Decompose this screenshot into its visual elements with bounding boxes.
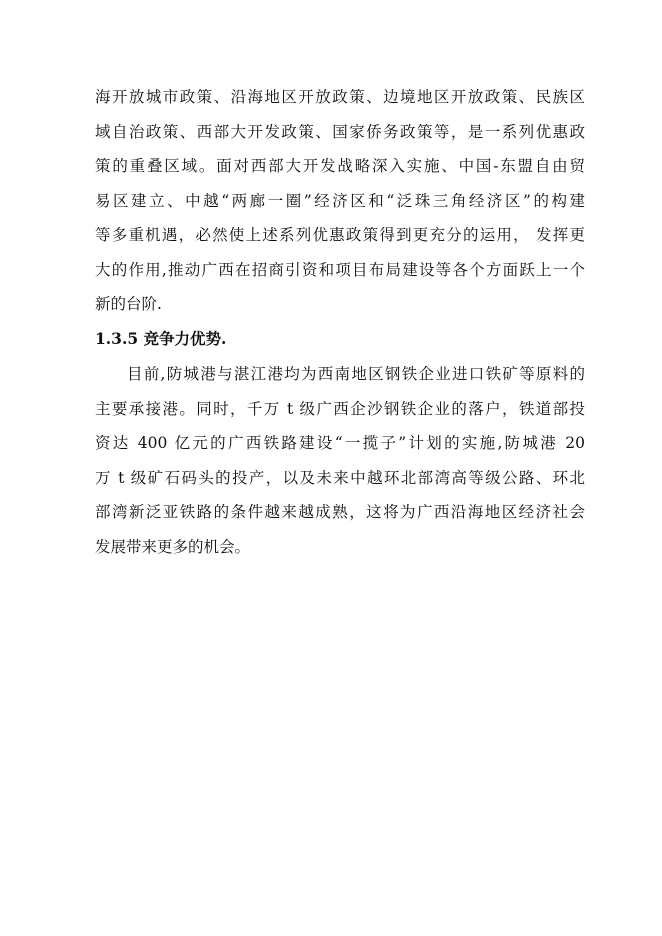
paragraph-line: 易区建立、中越“两廊一圈”经济区和“泛珠三角经济区”的构建 [95,191,585,210]
paragraph-line: 主要承接港。同时，千万 t 级广西企沙钢铁企业的落户，铁道部投 [95,399,585,418]
paragraph-competitive-advantage [95,357,585,564]
paragraph-policy-overlap [95,80,585,322]
paragraph-line: 大的作用,推动广西在招商引资和项目布局建设等各个方面跃上一个 [95,260,585,279]
paragraph-line: 等多重机遇，必然使上述系列优惠政策得到更充分的运用， 发挥更 [95,226,585,244]
paragraph-line: 资达 400 亿元的广西铁路建设“一揽子”计划的实施,防城港 20 [95,434,585,452]
paragraph-line: 目前,防城港与湛江港均为西南地区钢铁企业进口铁矿等原料的 [127,365,585,383]
paragraph-line: 部湾新泛亚铁路的条件越来越成熟，这将为广西沿海地区经济社会 [95,503,585,521]
paragraph-line: 域自治政策、西部大开发政策、国家侨务政策等，是一系列优惠政 [95,122,585,141]
paragraph-line: 新的台阶. [95,295,162,313]
paragraph-line: 策的重叠区域。面对西部大开发战略深入实施、中国-东盟自由贸 [95,157,585,175]
section-heading: 1.3.5 竞争力优势. [95,329,227,348]
paragraph-line: 海开放城市政策、沿海地区开放政策、边境地区开放政策、民族区 [95,88,585,106]
paragraph-line: 发展带来更多的机会。 [95,537,251,556]
paragraph-line: 万 t 级矿石码头的投产，以及未来中越环北部湾高等级公路、环北 [95,468,585,487]
